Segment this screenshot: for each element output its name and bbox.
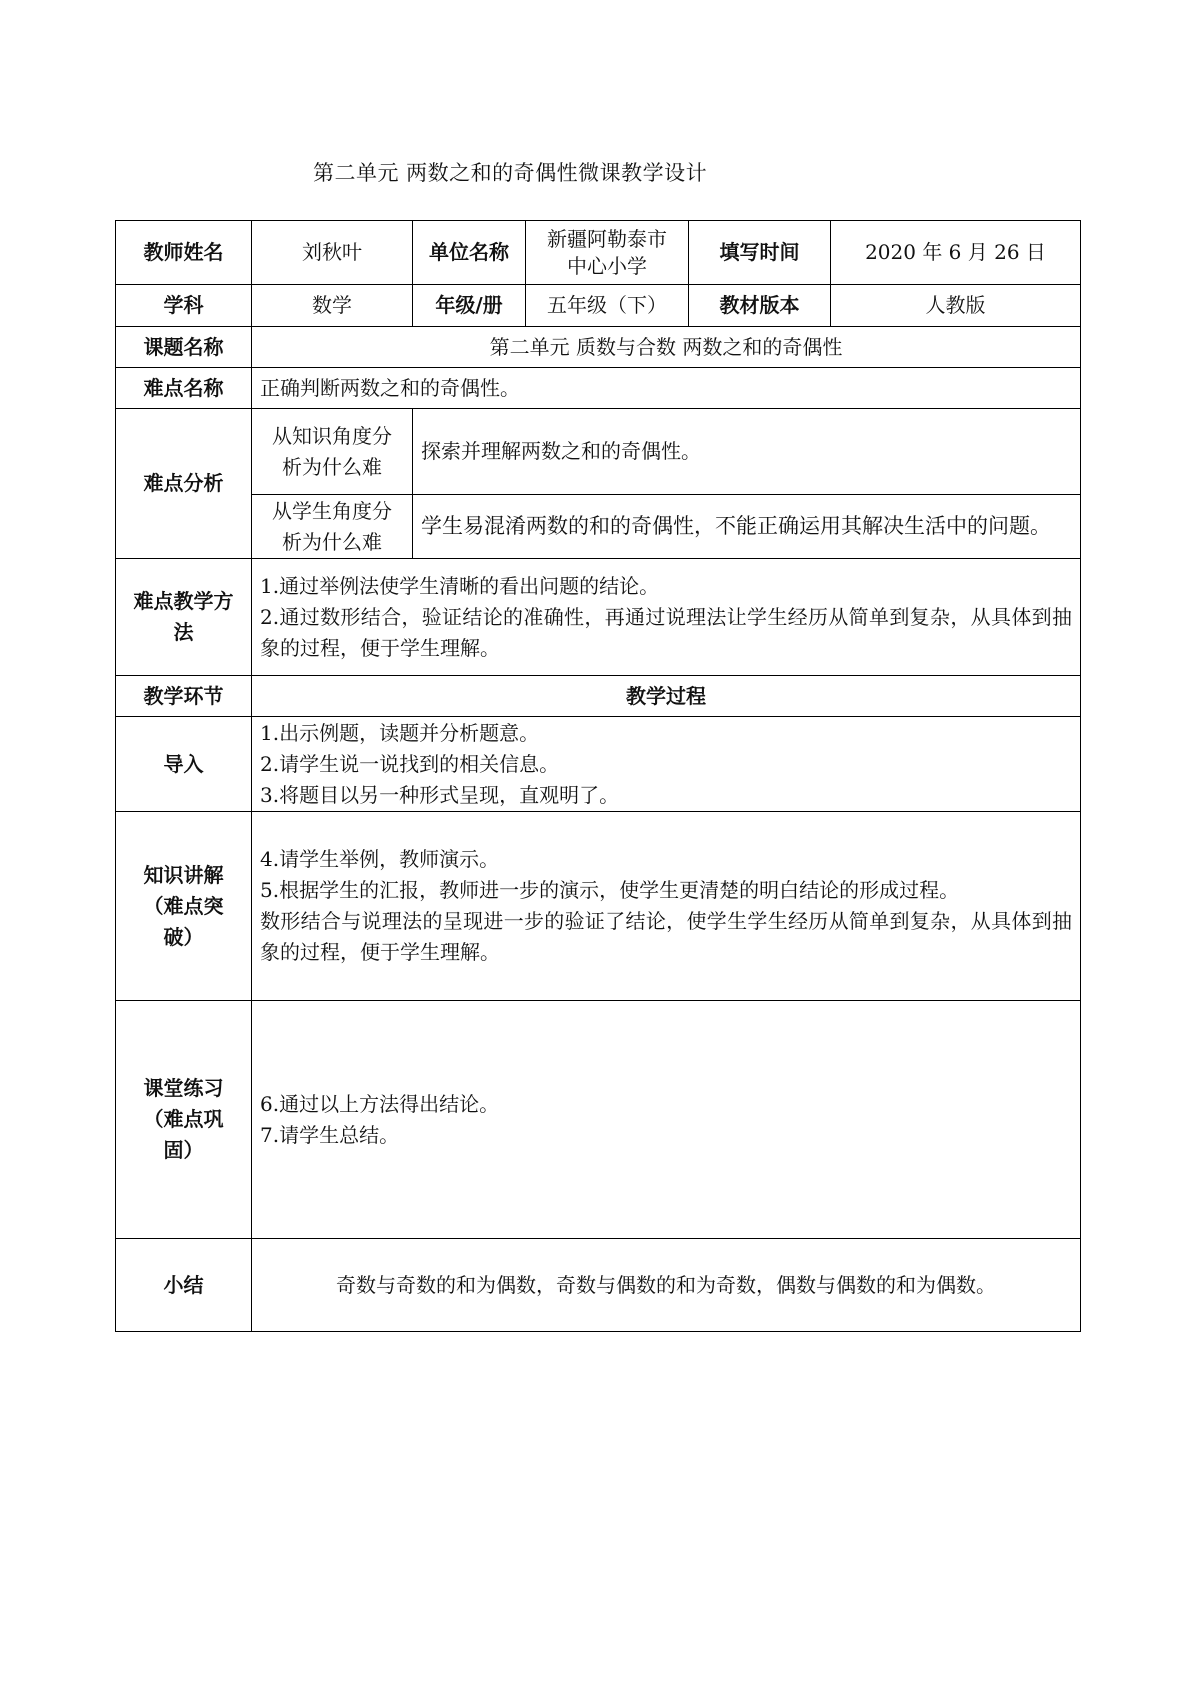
practice-label-line1: 课堂练习	[143, 1076, 224, 1100]
method-content	[252, 559, 1081, 676]
process-header: 教学过程	[252, 676, 1081, 717]
document-title: 第二单元 两数之和的奇偶性微课教学设计	[313, 161, 708, 185]
knowledge-angle-label	[252, 409, 413, 495]
topic-row	[116, 327, 1081, 368]
knowledge-label-line1: 知识讲解	[143, 862, 224, 887]
method-label-line2: 法	[173, 620, 194, 644]
practice-row	[116, 1001, 1081, 1239]
knowledge-line-2: 5.根据学生的汇报，教师进一步的演示，使学生更清楚的明白结论的形成过程。	[260, 878, 960, 902]
method-label-line1: 难点教学方	[133, 589, 234, 613]
knowledge-content	[252, 812, 1081, 1001]
knowledge-angle-value: 探索并理解两数之和的奇偶性。	[413, 409, 1081, 495]
topic-label: 课题名称	[116, 327, 252, 368]
student-angle-value: 学生易混淆两数的和的奇偶性，不能正确运用其解决生活中的问题。	[413, 495, 1081, 559]
unit-value	[526, 221, 689, 285]
student-angle-label-line1: 从学生角度分	[272, 498, 392, 523]
edition-label: 教材版本	[689, 285, 831, 327]
intro-line-2: 2.请学生说一说找到的相关信息。	[260, 751, 560, 776]
knowledge-line-3: 数形结合与说理法的呈现进一步的验证了结论，使学生学生经历从简单到复杂，从具体到抽象的过程，便于学生理解。	[260, 909, 1072, 964]
grade-label: 年级/册	[413, 285, 526, 327]
summary-label: 小结	[116, 1239, 252, 1332]
analysis-label: 难点分析	[116, 409, 252, 559]
method-row	[116, 559, 1081, 676]
student-angle-label-line2: 析为什么难	[282, 529, 382, 554]
knowledge-label	[116, 812, 252, 1001]
practice-label-line2: （难点巩	[143, 1107, 224, 1131]
difficulty-value: 正确判断两数之和的奇偶性。	[252, 368, 1081, 409]
unit-value-line2: 中心小学	[567, 253, 647, 278]
lesson-design-table	[115, 220, 1081, 1332]
practice-line-2: 7.请学生总结。	[260, 1122, 400, 1147]
difficulty-row	[116, 368, 1081, 409]
knowledge-angle-label-line1: 从知识角度分	[272, 423, 392, 448]
practice-content	[252, 1001, 1081, 1239]
knowledge-line-1: 4.请学生举例，教师演示。	[260, 847, 500, 871]
intro-line-3: 3.将题目以另一种形式呈现，直观明了。	[260, 782, 620, 807]
knowledge-label-line3: 破）	[163, 924, 204, 949]
date-label: 填写时间	[689, 221, 831, 285]
teacher-value: 刘秋叶	[252, 221, 413, 285]
student-angle-label	[252, 495, 413, 559]
intro-content	[252, 717, 1081, 812]
analysis-row-student	[116, 495, 1081, 559]
knowledge-angle-label-line2: 析为什么难	[282, 454, 382, 479]
subject-label: 学科	[116, 285, 252, 327]
difficulty-label: 难点名称	[116, 368, 252, 409]
topic-value: 第二单元 质数与合数 两数之和的奇偶性	[252, 327, 1081, 368]
knowledge-label-line2: （难点突	[143, 893, 224, 918]
intro-label: 导入	[116, 717, 252, 812]
grade-value: 五年级（下）	[526, 285, 689, 327]
info-row-1	[116, 221, 1081, 285]
analysis-row-knowledge	[116, 409, 1081, 495]
practice-label	[116, 1001, 252, 1239]
unit-value-line1: 新疆阿勒泰市	[547, 226, 667, 251]
teacher-label: 教师姓名	[116, 221, 252, 285]
stage-header: 教学环节	[116, 676, 252, 717]
knowledge-row	[116, 812, 1081, 1001]
info-row-2	[116, 285, 1081, 327]
summary-value: 奇数与奇数的和为偶数，奇数与偶数的和为奇数，偶数与偶数的和为偶数。	[252, 1239, 1081, 1332]
date-value: 2020 年 6 月 26 日	[831, 221, 1081, 285]
method-label	[116, 559, 252, 676]
intro-line-1: 1.出示例题，读题并分析题意。	[260, 720, 540, 745]
subject-value: 数学	[252, 285, 413, 327]
edition-value: 人教版	[831, 285, 1081, 327]
practice-label-line3: 固）	[163, 1138, 204, 1162]
method-line-2: 2.通过数形结合，验证结论的准确性，再通过说理法让学生经历从简单到复杂，从具体到抽象的过程，便于学生理解。	[260, 604, 1072, 660]
process-header-row	[116, 676, 1081, 717]
practice-line-1: 6.通过以上方法得出结论。	[260, 1091, 500, 1116]
summary-row	[116, 1239, 1081, 1332]
method-line-1: 1.通过举例法使学生清晰的看出问题的结论。	[260, 573, 660, 598]
intro-row	[116, 717, 1081, 812]
unit-label: 单位名称	[413, 221, 526, 285]
